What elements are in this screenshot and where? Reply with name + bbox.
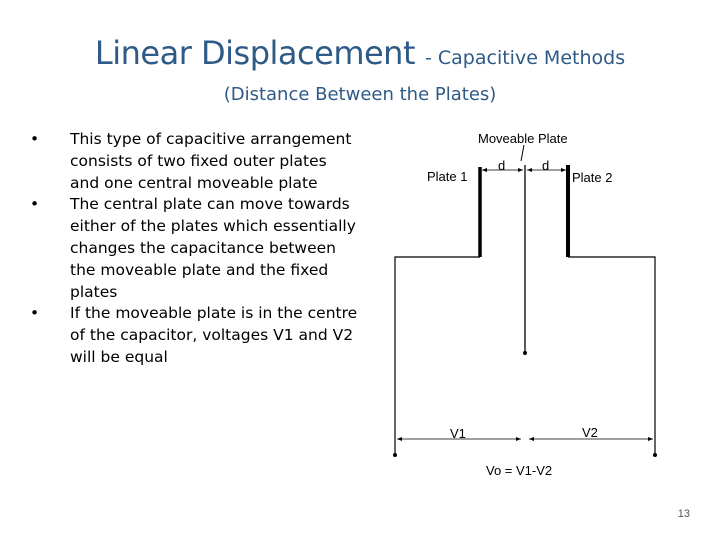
bullet-dot: •	[30, 195, 40, 214]
slide-title	[0, 34, 720, 72]
moveable-plate-terminal	[523, 351, 527, 355]
bullet-list	[30, 129, 360, 369]
vo-label: Vo = V1-V2	[486, 463, 553, 478]
moveable-plate-pointer	[521, 145, 524, 161]
capacitor-diagram	[380, 125, 670, 485]
bullet-item	[30, 129, 360, 194]
v1-arrow-start	[397, 437, 402, 441]
gap-right-arrow-start	[527, 168, 532, 172]
left-wire	[395, 257, 480, 455]
v2-arrow-start	[529, 437, 534, 441]
v2-label: V2	[582, 425, 598, 440]
bullet-item	[30, 303, 360, 368]
plate1-label: Plate 1	[427, 169, 468, 184]
v1-arrow-end	[516, 437, 521, 441]
plate2-label: Plate 2	[572, 170, 613, 185]
v1-label: V1	[450, 426, 466, 441]
gap-left-arrow-end	[518, 168, 523, 172]
bullet-text: The central plate can move towards either of the plates which essentially changes the capacitance between the moveable plate and the fixed plates	[70, 195, 356, 301]
title-suffix: - Capacitive Methods	[425, 47, 626, 69]
gap-right-label: d	[542, 158, 550, 173]
v2-arrow-end	[648, 437, 653, 441]
title-main: Linear Displacement	[94, 34, 415, 72]
page-number: 13	[677, 508, 690, 520]
right-terminal	[653, 453, 657, 457]
gap-left-label: d	[498, 158, 506, 173]
bullet-text: If the moveable plate is in the centre of the capacitor, voltages V1 and V2 will be equal	[70, 304, 358, 366]
gap-right-arrow-end	[561, 168, 566, 172]
bullet-dot: •	[30, 304, 40, 323]
bullet-text: This type of capacitive arrangement consists of two fixed outer plates and one central moveable plate	[70, 130, 352, 192]
left-terminal	[393, 453, 397, 457]
bullet-item	[30, 194, 360, 303]
bullet-dot: •	[30, 130, 40, 148]
gap-left-arrow-start	[482, 168, 487, 172]
moveable-plate-label: Moveable Plate	[478, 131, 568, 146]
slide-subtitle: (Distance Between the Plates)	[223, 84, 497, 105]
